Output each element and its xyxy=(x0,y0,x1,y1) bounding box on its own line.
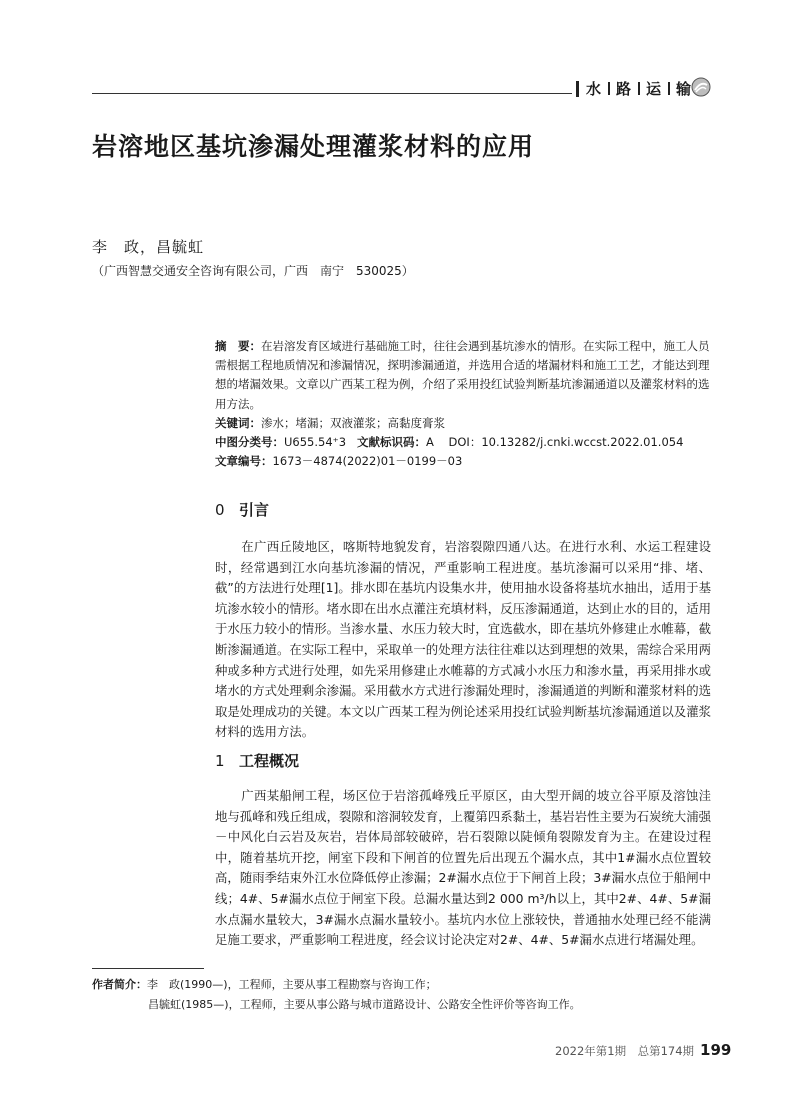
section-number: 1 xyxy=(215,752,225,770)
intro-paragraph xyxy=(215,537,711,743)
section-char: 输 xyxy=(676,80,693,98)
abstract-label: 摘 要： xyxy=(215,339,261,353)
article-number-line xyxy=(215,452,711,471)
header-bar xyxy=(576,81,579,97)
authors: 李 政，昌毓虹 xyxy=(92,238,205,256)
footnote-label: 作者简介： xyxy=(92,978,147,991)
footnote-line xyxy=(92,975,581,995)
footnote-line xyxy=(92,995,581,1015)
section-divider xyxy=(638,82,640,95)
classification-line xyxy=(215,433,711,452)
section-char: 路 xyxy=(616,80,633,98)
article-no-label: 文章编号： xyxy=(215,454,273,469)
section-divider xyxy=(668,82,670,95)
section-tag xyxy=(586,78,692,99)
keywords xyxy=(215,414,711,433)
doc-code-value: A xyxy=(426,435,434,450)
doi-value: 10.13282/j.cnki.wccst.2022.01.054 xyxy=(481,435,684,450)
overview-paragraph xyxy=(215,786,711,951)
footnote-text: 李 政(1990—)，工程师，主要从事工程勘察与咨询工作； xyxy=(147,978,437,991)
abstract-text: 在岩溶发育区域进行基础施工时，往往会遇到基坑渗水的情形。在实际工程中，施工人员需根据工程地质情况和渗漏情况，探明渗漏通道，并选用合适的堵漏材料和施工工艺，才能达到理想的堵漏效果。文章以广西某工程为例，介绍了采用投红试验判断基坑渗漏通道以及灌浆材料的选用方法。 xyxy=(215,339,710,411)
clc-label: 中图分类号： xyxy=(215,435,284,450)
article-title: 岩溶地区基坑渗漏处理灌浆材料的应用 xyxy=(92,132,535,161)
affiliation: （广西智慧交通安全咨询有限公司，广西 南宁 530025） xyxy=(92,264,414,278)
author-bio-footnote xyxy=(92,975,581,1015)
section-heading-intro xyxy=(215,499,269,520)
section-divider xyxy=(608,82,610,95)
abstract xyxy=(215,337,711,414)
paragraph-text: 广西某船闸工程，场区位于岩溶孤峰残丘平原区，由大型开阔的坡立谷平原及溶蚀洼地与孤峰和残丘组成，裂隙和溶洞较发育，上覆第四系黏土，基岩岩性主要为石炭统大浦强－中风化白云岩及灰岩，岩体局部较破碎，岩石裂隙以陡倾角裂隙发育为主。在建设过程中，随着基坑开挖，闸室下段和下闸首的位置先后出现五个漏水点，其中1#漏水点位置较高，随雨季结束外江水位降低停止渗漏；2#漏水点位于下闸首上段；3#漏水点位于船闸中线；4#、5#漏水点位于闸室下段。总漏水量达到2 000 m³/h以上，其中2#、4#、5#漏水点漏水量较大，3#漏水点漏水量较小。基坑内水位上涨较快，普通抽水处理已经不能满足施工要求，严重影响工程进度，经会议讨论决定对2#、4#、5#漏水点进行堵漏处理。 xyxy=(215,788,711,948)
paragraph-text: 在广西丘陵地区，喀斯特地貌发育，岩溶裂隙四通八达。在进行水利、水运工程建设时，经常遇到江水向基坑渗漏的情况，严重影响工程进度。基坑渗漏可以采用“排、堵、截”的方法进行处理[1]。排水即在基坑内设集水井，使用抽水设备将基坑水抽出，适用于基坑渗水较小的情形。堵水即在出水点灌注充填材料，反压渗漏通道，达到止水的目的，适用于水压力较小的情形。当渗水量、水压力较大时，宜选截水，即在基坑外修建止水帷幕，截断渗漏通道。在实际工程中，采取单一的处理方法往往难以达到理想的效果，需综合采用两种或多种方式进行处理，如先采用修建止水帷幕的方式减小水压力和渗水量，再采用排水或堵水的方式处理剩余渗漏。采用截水方式进行渗漏处理时，渗漏通道的判断和灌浆材料的选取是处理成功的关键。本文以广西某工程为例论述采用投红试验判断基坑渗漏通道以及灌浆材料的选用方法。 xyxy=(215,539,711,740)
doc-code-label: 文献标识码： xyxy=(357,435,427,450)
page-number: 199 xyxy=(700,1041,732,1059)
article-no-value: 1673－4874(2022)01－0199－03 xyxy=(272,454,463,469)
section-heading-overview xyxy=(215,750,299,771)
issue-info: 2022年第1期 总第174期 xyxy=(555,1044,695,1058)
section-number: 0 xyxy=(215,501,225,519)
abstract-block xyxy=(215,337,711,471)
doi-label: DOI： xyxy=(448,435,482,450)
keywords-label: 关键词： xyxy=(215,415,261,430)
page-footer xyxy=(555,1041,731,1059)
clc-value: U655.54⁺3 xyxy=(284,435,347,450)
footnote-rule xyxy=(92,968,204,969)
journal-logo-icon xyxy=(691,77,711,97)
keywords-text: 渗水；堵漏；双液灌浆；高黏度膏浆 xyxy=(261,415,445,430)
section-char: 运 xyxy=(646,80,663,98)
section-char: 水 xyxy=(586,80,603,98)
section-title: 工程概况 xyxy=(239,752,300,770)
footnote-text: 昌毓虹(1985—)，工程师，主要从事公路与城市道路设计、公路安全性评价等咨询工作。 xyxy=(148,998,581,1011)
section-title: 引言 xyxy=(239,501,270,519)
header-rule xyxy=(92,93,572,94)
